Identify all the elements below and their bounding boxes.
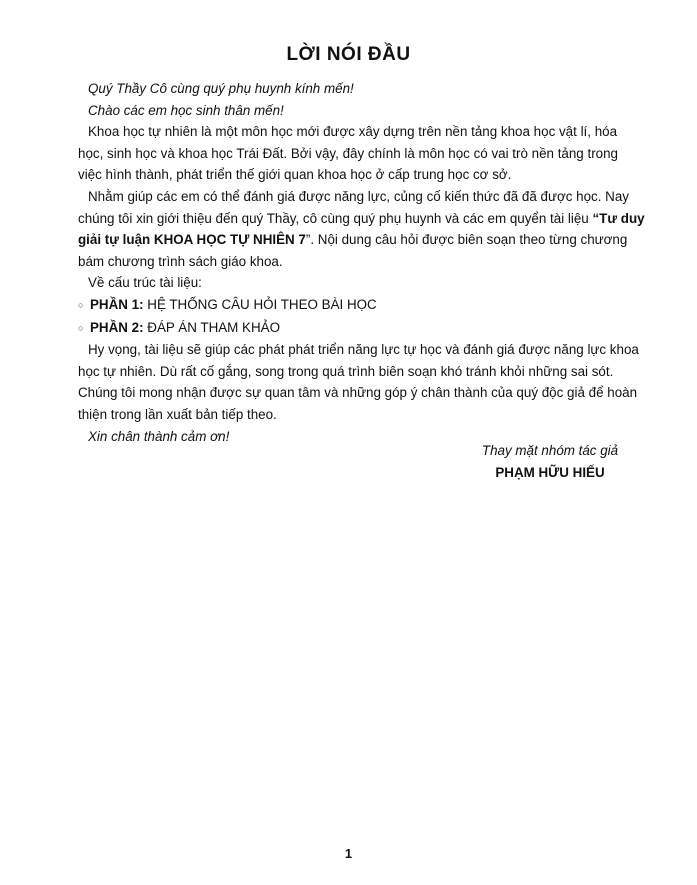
paragraph-1-line-3: việc hình thành, phát triển thế giới quan khoa học ở cấp trung học cơ sở. — [78, 167, 512, 183]
paragraph-2-line-2 — [78, 208, 645, 230]
paragraph-2-line-4: bám chương trình sách giáo khoa. — [78, 253, 283, 269]
circle-bullet-icon: ○ — [78, 322, 84, 333]
structure-item-label: PHẦN 2: — [90, 319, 144, 335]
structure-item-label: PHẦN 1: — [90, 296, 144, 312]
preface-body — [78, 78, 645, 447]
signature-name: PHẠM HỮU HIẾU — [495, 464, 605, 480]
greeting-students: Chào các em học sinh thân mến! — [88, 102, 284, 118]
paragraph-2-line-3 — [78, 229, 638, 251]
structure-item-part-2 — [78, 317, 638, 340]
page-title: LỜI NÓI ĐẦU — [286, 44, 411, 65]
paragraph-3-line-3: Chúng tôi mong nhận được sự quan tâm và những góp ý chân thành của quý độc giả để hoàn — [78, 385, 638, 401]
paragraph-3-line-2: học tự nhiên. Dù rất cố gắng, song trong quá trình biên soạn khó tránh khỏi những sai sót. — [78, 363, 614, 379]
paragraph-3-line-1: Hy vọng, tài liệu sẽ giúp các phát phát triển năng lực tự học và đánh giá được năng lực khoa — [88, 342, 639, 358]
page-number: 1 — [344, 846, 353, 861]
paragraph-3-line-4: thiện trong lần xuất bản tiếp theo. — [78, 406, 277, 422]
book-title-part-1: “Tư duy — [592, 210, 645, 226]
book-title-part-2: giải tự luận KHOA HỌC TỰ NHIÊN 7 — [78, 232, 306, 248]
structure-item-text: HỆ THỐNG CÂU HỎI THEO BÀI HỌC — [143, 296, 377, 312]
paragraph-2-line-1: Nhằm giúp các em có thể đánh giá được năng lực, củng cố kiến thức đã đã được học. Nay — [88, 188, 629, 204]
paragraph-2-line-3-text: ”. Nội dung câu hỏi được biên soạn theo từng chương — [305, 232, 628, 248]
circle-bullet-icon: ○ — [78, 299, 84, 310]
structure-item-text: ĐÁP ÁN THAM KHẢO — [143, 319, 280, 335]
greeting-teachers-parents: Quý Thầy Cô cùng quý phụ huynh kính mến! — [88, 81, 354, 96]
paragraph-2-line-2-text: chúng tôi xin giới thiệu đến quý Thầy, cô cùng quý phụ huynh và các em quyển tài liệu — [78, 210, 593, 226]
paragraph-1-line-1: Khoa học tự nhiên là một môn học mới được xây dựng trên nền tảng khoa học vật lí, hóa — [88, 124, 618, 140]
paragraph-1-line-2: học, sinh học và khoa học Trái Đất. Bởi vậy, đây chính là môn học có vai trò nền tảng trong — [78, 145, 618, 161]
signature-block — [480, 440, 620, 483]
structure-item-part-1 — [78, 294, 638, 317]
signature-role: Thay mặt nhóm tác giả — [481, 443, 619, 458]
closing-thanks: Xin chân thành cảm ơn! — [88, 428, 230, 444]
structure-intro: Về cấu trúc tài liệu: — [88, 275, 202, 291]
